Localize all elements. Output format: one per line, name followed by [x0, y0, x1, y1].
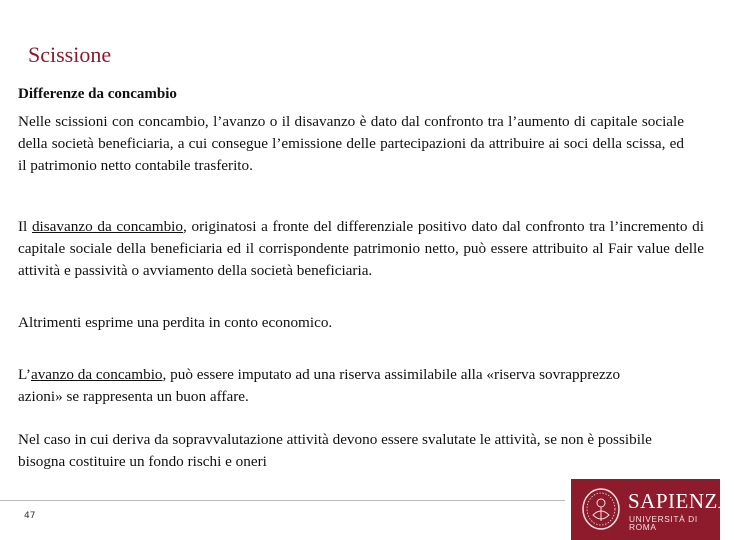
- section-subtitle: Differenze da concambio: [18, 86, 177, 102]
- avanzo-text: , può essere imputato ad una riserva assimilabile alla «riserva sovrapprezzo azioni» se rappresenta un buon affare.: [18, 366, 621, 405]
- logo-name: SAPIENZA: [628, 489, 734, 513]
- disavanzo-term: disavanzo da concambio: [31, 218, 183, 235]
- logo-subtitle: UNIVERSITÀ DI ROMA: [629, 514, 698, 533]
- paragraph-intro: Nelle scissioni con concambio, l’avanzo o il disavanzo è dato dal confronto tra l’aumento di capitale sociale della società beneficiaria, a cui consegue l’emissione delle partecipazioni da attribuire ai soci della scissa, ed il patrimonio netto contabile trasferito.: [18, 113, 684, 174]
- disavanzo-prefix: Il: [18, 218, 32, 235]
- disavanzo-text: , originatosi a fronte del differenziale positivo dato dal confronto tra l’incremento di capitale sociale della beneficiaria ed il corrispondente patrimonio netto, può essere attribuito al Fair value delle attività e passività o avviamento della società beneficiaria.: [18, 218, 704, 279]
- avanzo-prefix: L’: [18, 366, 31, 383]
- paragraph-disavanzo: [18, 216, 704, 282]
- avanzo-term: avanzo da concambio: [30, 366, 163, 383]
- university-seal-icon: [581, 487, 621, 531]
- slide-title: Scissione: [28, 42, 112, 67]
- paragraph-perdita: Altrimenti esprime una perdita in conto economico.: [18, 314, 333, 331]
- footer-divider: [0, 500, 565, 501]
- paragraph-sopravvalutazione: Nel caso in cui deriva da sopravvalutazione attività devono essere svalutate le attività, se non è possibile bisogna costituire un fondo rischi e oneri: [18, 431, 652, 470]
- university-logo: [571, 479, 734, 540]
- paragraph-avanzo: [18, 364, 658, 408]
- page-number: 47: [24, 511, 36, 521]
